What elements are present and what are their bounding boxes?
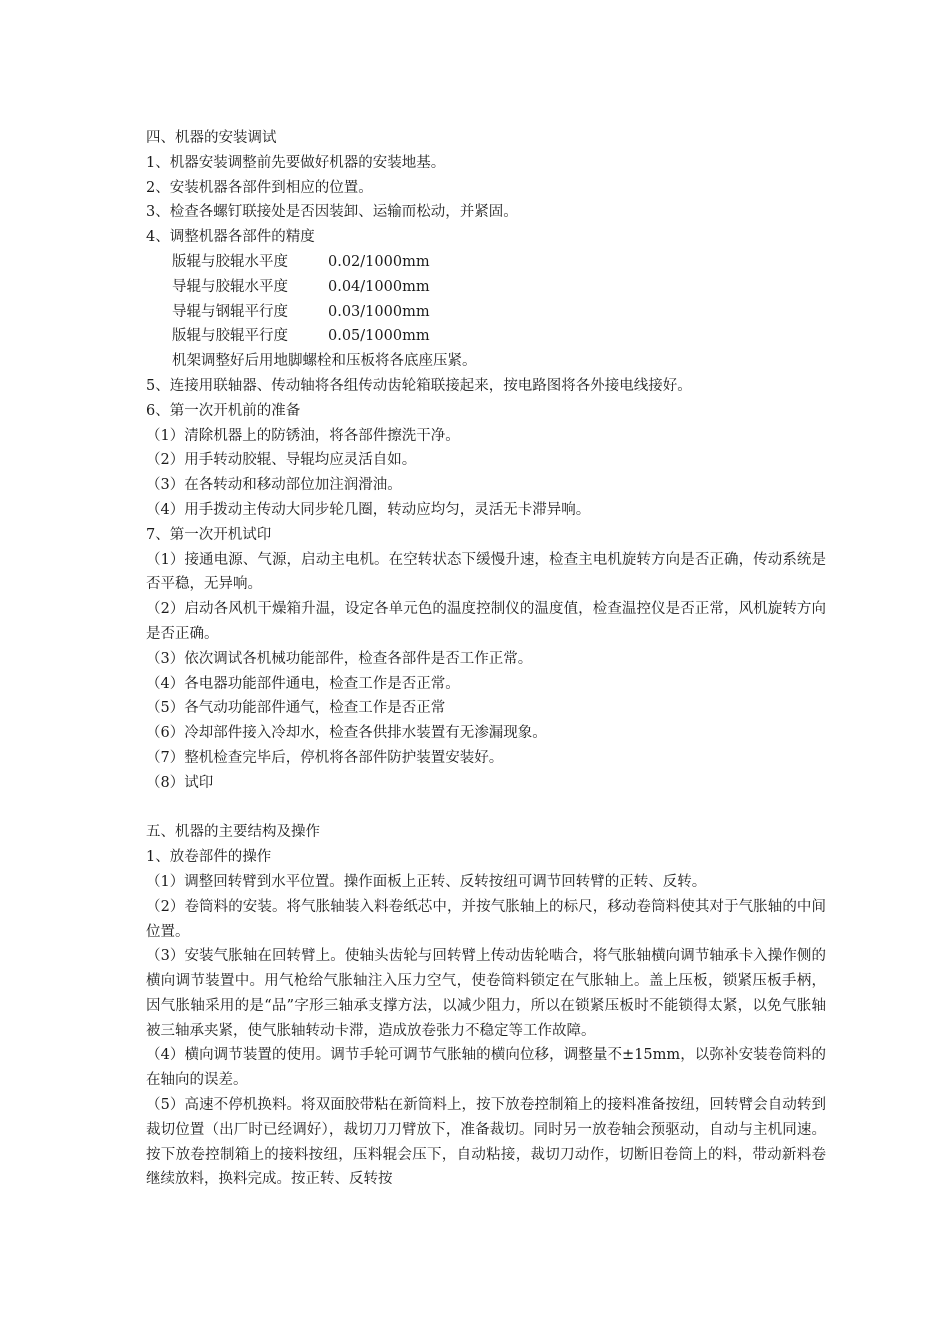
frame-note: 机架调整好后用地脚螺栓和压板将各底座压紧。 [172, 353, 477, 370]
sub1-step: （4）横向调节装置的使用。调节手轮可调节气胀轴的横向位移，调整量不±15mm，以弥补安装卷筒料的在轴向的误差。 [146, 1047, 826, 1089]
item7-step: （8）试印 [146, 774, 214, 791]
item7-step: （7）整机检查完毕后，停机将各部件防护装置安装好。 [146, 749, 504, 766]
item7-step: （6）冷却部件接入冷却水，检查各供排水装置有无渗漏现象。 [146, 725, 547, 742]
spec-name: 导辊与胶辊水平度 [172, 278, 288, 295]
sub1-step: （5）高速不停机换料。将双面胶带粘在新筒料上，按下放卷控制箱上的接料准备按纽，回转臂会自动转到裁切位置（出厂时已经调好），裁切刀刀臂放下，准备裁切。同时另一放卷轴会预驱动，自动与主机同速。按下放卷控制箱上的接料按纽，压料辊会压下，自动粘接，裁切刀动作，切断旧卷筒上的料，带动新料卷继续放料，换料完成。按正转、反转按 [146, 1097, 826, 1188]
section4-item-5: 5、连接用联轴器、传动轴将各组传动齿轮箱联接起来，按电路图将各外接电线接好。 [146, 377, 692, 394]
spec-value: 0.05/1000mm [328, 328, 430, 345]
spec-name: 版辊与胶辊平行度 [172, 328, 288, 345]
sub1-title: 1、放卷部件的操作 [146, 849, 272, 866]
spec-row [146, 324, 826, 349]
sub1-step: （2）卷筒料的安装。将气胀轴装入料卷纸芯中，并按气胀轴上的标尺，移动卷筒料使其对于气胀轴的中间位置。 [146, 898, 826, 940]
spec-row [146, 275, 826, 300]
item7-step: （3）依次调试各机械功能部件，检查各部件是否工作正常。 [146, 650, 533, 667]
section4-item-1: 1、机器安装调整前先要做好机器的安装地基。 [146, 154, 446, 171]
spec-name: 版辊与胶辊水平度 [172, 253, 288, 270]
section4-title: 四、机器的安装调试 [146, 130, 277, 146]
item6-step: （4）用手拨动主传动大同步轮几圈，转动应均匀，灵活无卡滞异响。 [146, 501, 591, 518]
section5-title: 五、机器的主要结构及操作 [146, 824, 320, 841]
item7-step: （5）各气动功能部件通气，检查工作是否正常 [146, 700, 446, 717]
item7-step: （1）接通电源、气源，启动主电机。在空转状态下缓慢升速，检查主电机旋转方向是否正确，传动系统是否平稳，无异响。 [146, 551, 826, 593]
section4-item-3: 3、检查各螺钉联接处是否因装卸、运输而松动，并紧固。 [146, 204, 518, 221]
item6-title: 6、第一次开机前的准备 [146, 402, 301, 419]
spec-row [146, 300, 826, 325]
paragraph-spacer [146, 796, 826, 821]
item6-step: （3）在各转动和移动部位加注润滑油。 [146, 477, 402, 494]
item6-step: （2）用手转动胶辊、导辊均应灵活自如。 [146, 452, 417, 469]
sub1-step: （1）调整回转臂到水平位置。操作面板上正转、反转按纽可调节回转臂的正转、反转。 [146, 873, 707, 890]
item7-step: （2）启动各风机干燥箱升温，设定各单元色的温度控制仪的温度值，检查温控仪是否正常，风机旋转方向是否正确。 [146, 601, 826, 642]
spec-value: 0.03/1000mm [328, 303, 430, 320]
item7-title: 7、第一次开机试印 [146, 526, 272, 543]
section4-item-4: 4、调整机器各部件的精度 [146, 229, 315, 246]
section4-item-2: 2、安装机器各部件到相应的位置。 [146, 179, 373, 196]
spec-name: 导辊与钢辊平行度 [172, 303, 288, 320]
item6-step: （1）清除机器上的防锈油，将各部件擦洗干净。 [146, 427, 460, 444]
document-page [146, 126, 826, 1192]
spec-value: 0.02/1000mm [328, 253, 430, 270]
item7-step: （4）各电器功能部件通电，检查工作是否正常。 [146, 675, 460, 692]
sub1-step: （3）安装气胀轴在回转臂上。使轴头齿轮与回转臂上传动齿轮啮合，将气胀轴横向调节轴承卡入操作侧的横向调节装置中。用气枪给气胀轴注入压力空气，使卷筒料锁定在气胀轴上。盖上压板，锁紧压板手柄，因气胀轴采用的是“品”字形三轴承支撑方法，以减少阻力，所以在锁紧压板时不能锁得太紧，以免气胀轴被三轴承夹紧，使气胀轴转动卡滞，造成放卷张力不稳定等工作故障。 [146, 948, 826, 1039]
spec-row [146, 250, 826, 275]
spec-value: 0.04/1000mm [328, 278, 430, 295]
